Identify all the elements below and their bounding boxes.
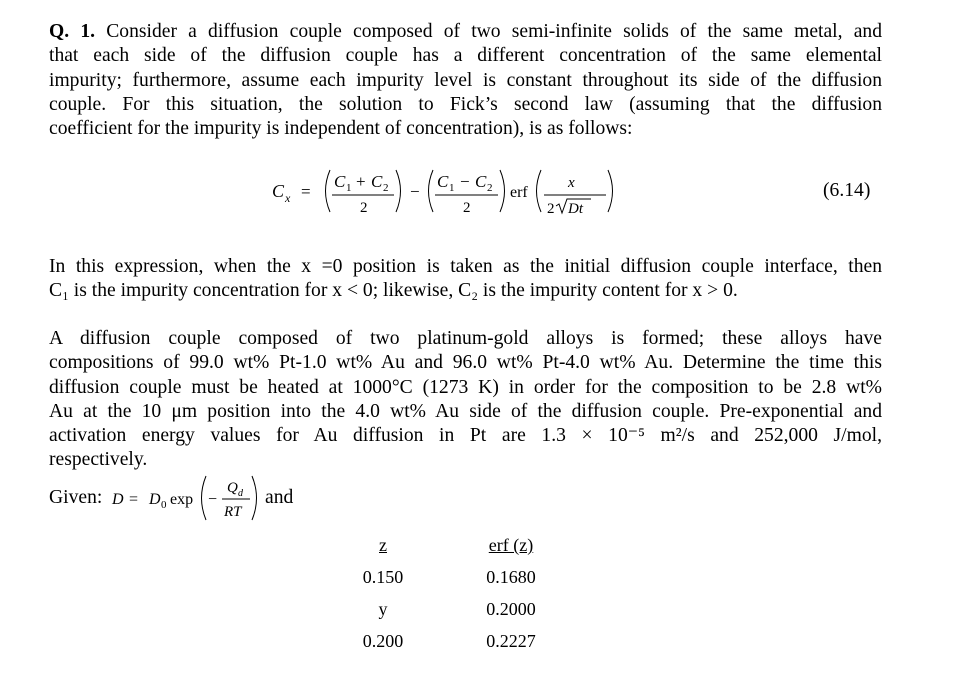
table-cell-erf: 0.2227	[486, 631, 536, 651]
table-cell-z: y	[378, 599, 388, 619]
intro-paragraph	[49, 20, 882, 141]
given-svg	[112, 470, 272, 528]
given-minus: −	[208, 491, 218, 508]
eq-c2-sub: 2	[383, 182, 389, 194]
paren-left-3	[537, 170, 542, 212]
given-Q-sub: d	[238, 488, 243, 499]
problem-line: A diffusion couple composed of two platinum-gold alloys is formed; these alloys have	[49, 328, 882, 349]
intro-line: Q. 1. Consider a diffusion couple composed of two semi-infinite solids of the same metal, and	[49, 21, 883, 42]
problem-line: respectively.	[49, 449, 148, 471]
header-erf: erf (z)	[488, 535, 534, 555]
eq-minus: −	[410, 182, 420, 201]
given-paren-left	[202, 476, 207, 520]
given-equals: =	[129, 491, 139, 508]
paren-left-2	[429, 170, 434, 212]
table-row	[320, 631, 580, 661]
given-paren-right	[252, 476, 257, 520]
expression-line: In this expression, when the x =0 position is taken as the initial diffusion couple interface, then	[49, 256, 882, 277]
table-cell-erf: 0.1680	[486, 567, 536, 587]
given-tail: and	[265, 487, 294, 508]
fick-solution-equation	[268, 160, 688, 227]
intro-line: that each side of the diffusion couple has a different concentration of the same elemental	[49, 45, 882, 67]
eq-two-2: 2	[463, 200, 471, 216]
given-equation	[112, 470, 272, 533]
table-cell-erf: 0.2000	[486, 599, 536, 619]
given-D0: D	[149, 491, 161, 508]
eq-c1-sub: 1	[346, 182, 352, 194]
expression-line: C₁ is the impurity concentration for x < 0; likewise, C₂ is the impurity content for x > 0.	[49, 280, 738, 302]
paren-right-2	[500, 170, 505, 212]
intro-line: couple. For this situation, the solution to Fick’s second law (assuming that the diffusion	[49, 93, 882, 115]
given-D0-sub: 0	[161, 499, 167, 511]
eq-c1b-sub: 1	[449, 182, 455, 194]
question-label: Q. 1.	[49, 21, 96, 42]
eq-minus-2: −	[460, 172, 470, 191]
paren-right-3	[608, 170, 613, 212]
expression-paragraph	[49, 255, 882, 304]
problem-line: diffusion couple must be heated at 1000°C (1273 K) in order for the composition to be 2.8 wt%	[49, 376, 882, 398]
eq-equals: =	[301, 182, 311, 201]
eq-c2: C	[371, 172, 383, 191]
intro-line: coefficient for the impurity is independent of concentration), is as follows:	[49, 118, 633, 140]
header-z: z	[379, 535, 387, 555]
problem-line: Au at the 10 μm position into the 4.0 wt% Au side of the diffusion couple. Pre-exponential and	[49, 400, 882, 422]
table-cell-z: 0.150	[362, 567, 404, 587]
paren-left-1	[326, 170, 331, 212]
eq-erf: erf	[510, 184, 528, 201]
equation-svg	[268, 160, 688, 222]
table-header-row	[320, 535, 580, 565]
table-row	[320, 567, 580, 597]
given-exp: exp	[170, 491, 194, 508]
eq-x: x	[568, 175, 575, 191]
eq-den-root: Dt	[568, 201, 583, 217]
eq-c2b: C	[475, 172, 487, 191]
eq-lhs: C	[272, 181, 285, 201]
equation-number: (6.14)	[823, 180, 871, 201]
paren-right-1	[396, 170, 401, 212]
eq-c1b: C	[437, 172, 449, 191]
given-label: Given:	[49, 487, 103, 508]
table-cell-z: 0.200	[362, 631, 404, 651]
eq-two-1: 2	[360, 200, 368, 216]
problem-line: activation energy values for Au diffusion in Pt are 1.3 × 10⁻⁵ m²/s and 252,000 J/mol,	[49, 425, 882, 447]
eq-c2b-sub: 2	[487, 182, 493, 194]
eq-c1: C	[334, 172, 346, 191]
table-row	[320, 599, 580, 629]
intro-line: impurity; furthermore, assume each impurity level is constant throughout its side of the diffusion	[49, 69, 882, 91]
problem-paragraph	[49, 327, 882, 473]
given-Q: Q	[227, 480, 238, 496]
given-RT: RT	[224, 504, 242, 520]
eq-den-prefix: 2	[547, 201, 555, 217]
problem-line: compositions of 99.0 wt% Pt-1.0 wt% Au and 96.0 wt% Pt-4.0 wt% Au. Determine the time this	[49, 352, 882, 374]
given-D: D	[112, 491, 124, 508]
eq-lhs-sub: x	[285, 191, 291, 205]
eq-plus: +	[356, 172, 366, 191]
